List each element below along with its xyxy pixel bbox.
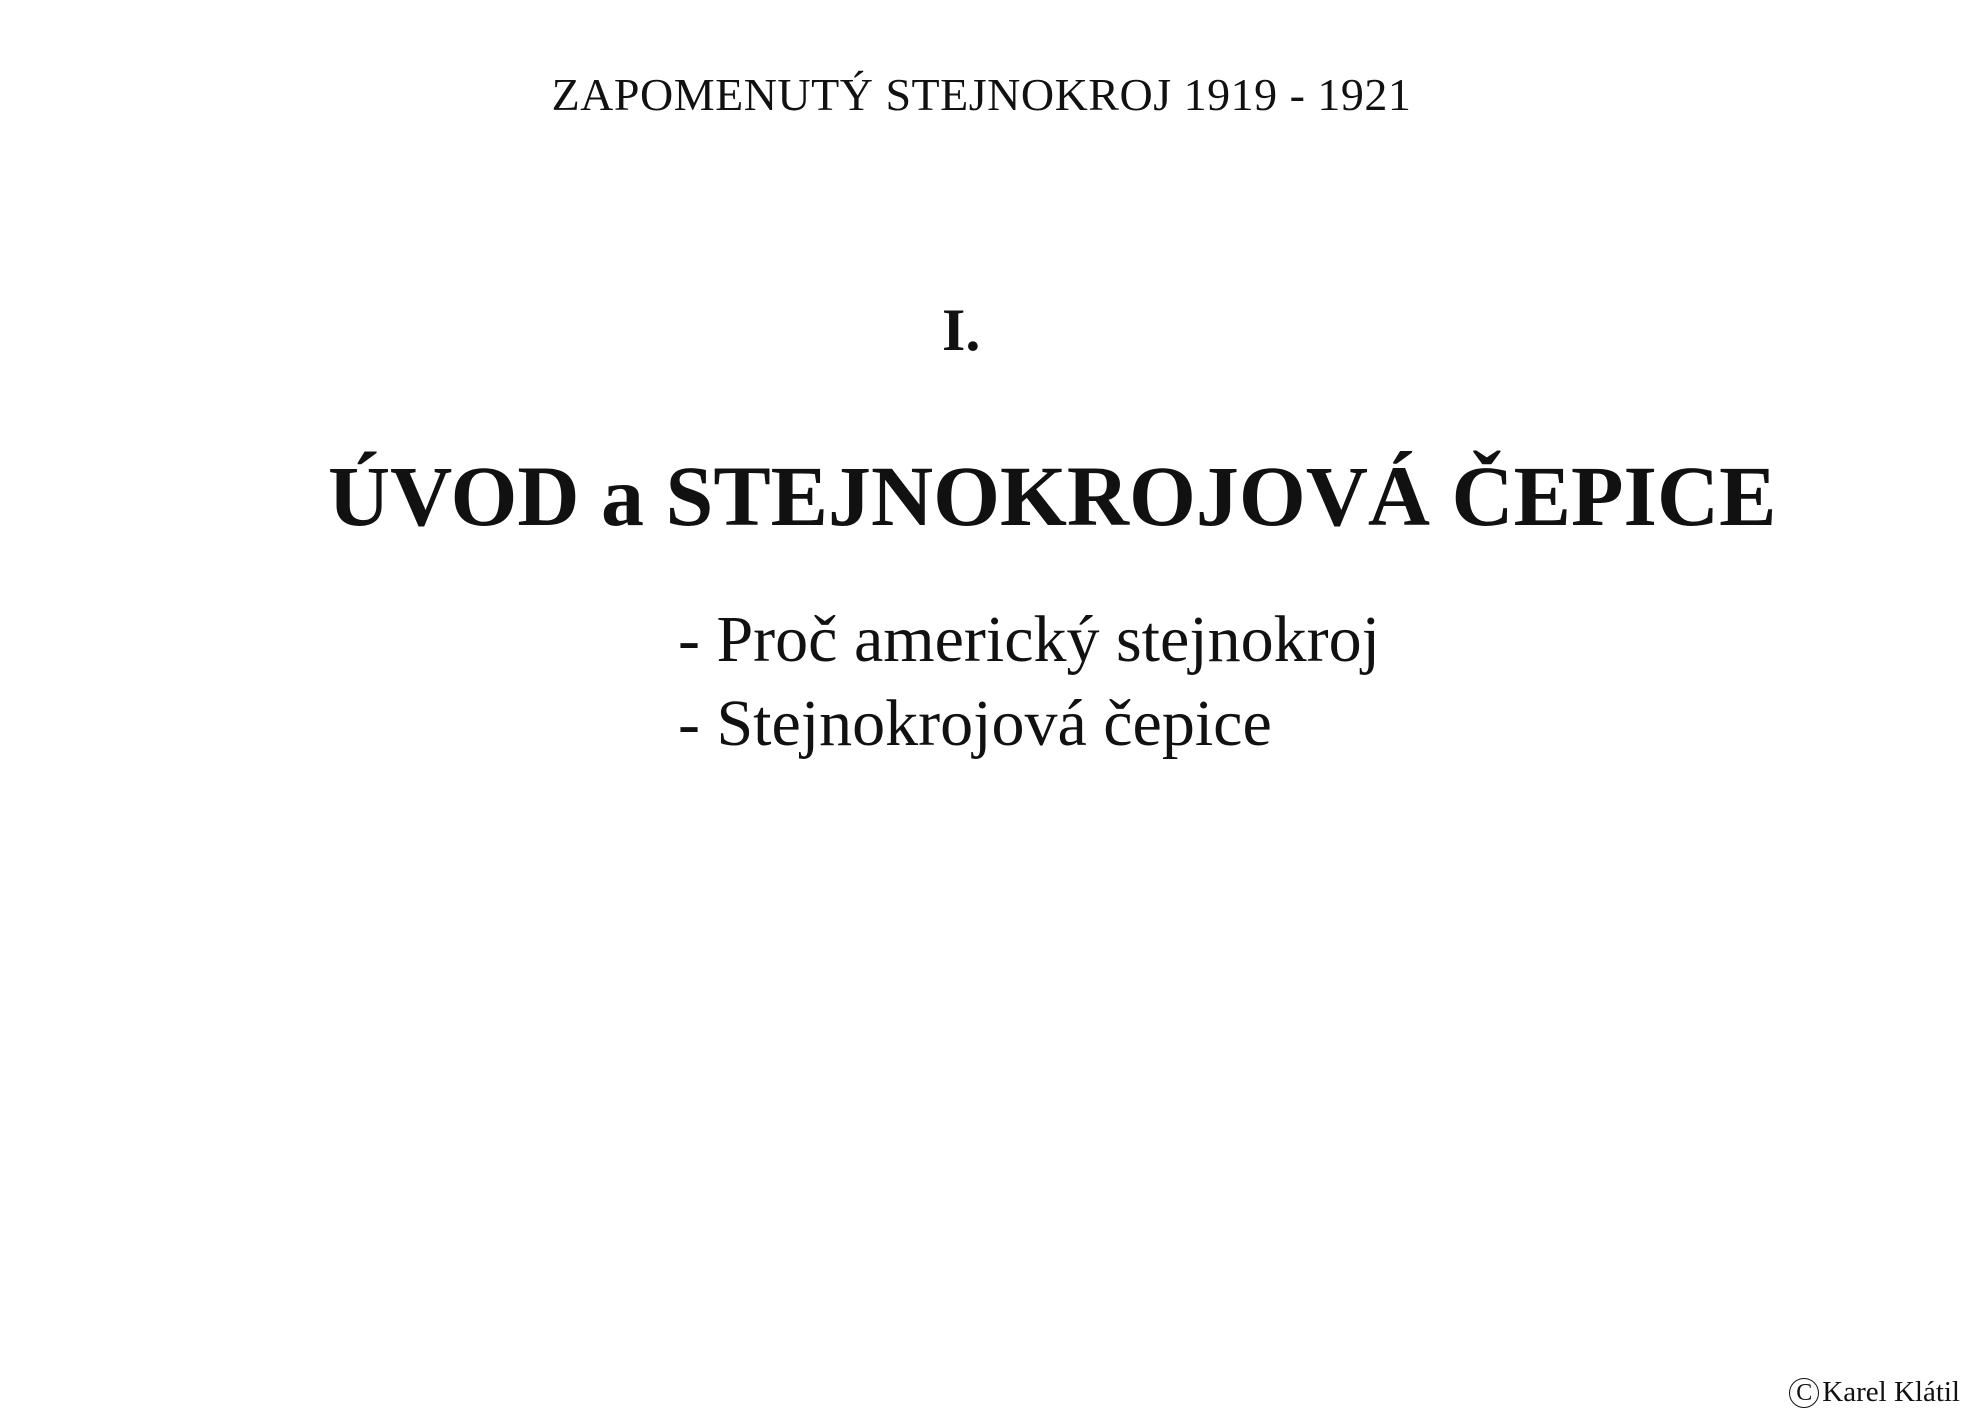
chapter-title: ÚVOD a STEJNOKROJOVÁ ČEPICE <box>328 448 1777 544</box>
copyright-author: Karel Klátil <box>1822 1376 1960 1408</box>
header-title-text: ZAPOMENUTÝ STEJNOKROJ 1919 - 1921 <box>551 69 1412 120</box>
page-header-title <box>0 68 1969 121</box>
list-item: - Proč americký stejnokroj <box>678 603 1380 676</box>
copyright-icon: C <box>1789 1378 1819 1408</box>
copyright-notice <box>1789 1376 1960 1409</box>
chapter-topics-list <box>678 598 1380 766</box>
list-item: - Stejnokrojová čepice <box>678 687 1272 760</box>
chapter-number: I. <box>942 297 981 363</box>
